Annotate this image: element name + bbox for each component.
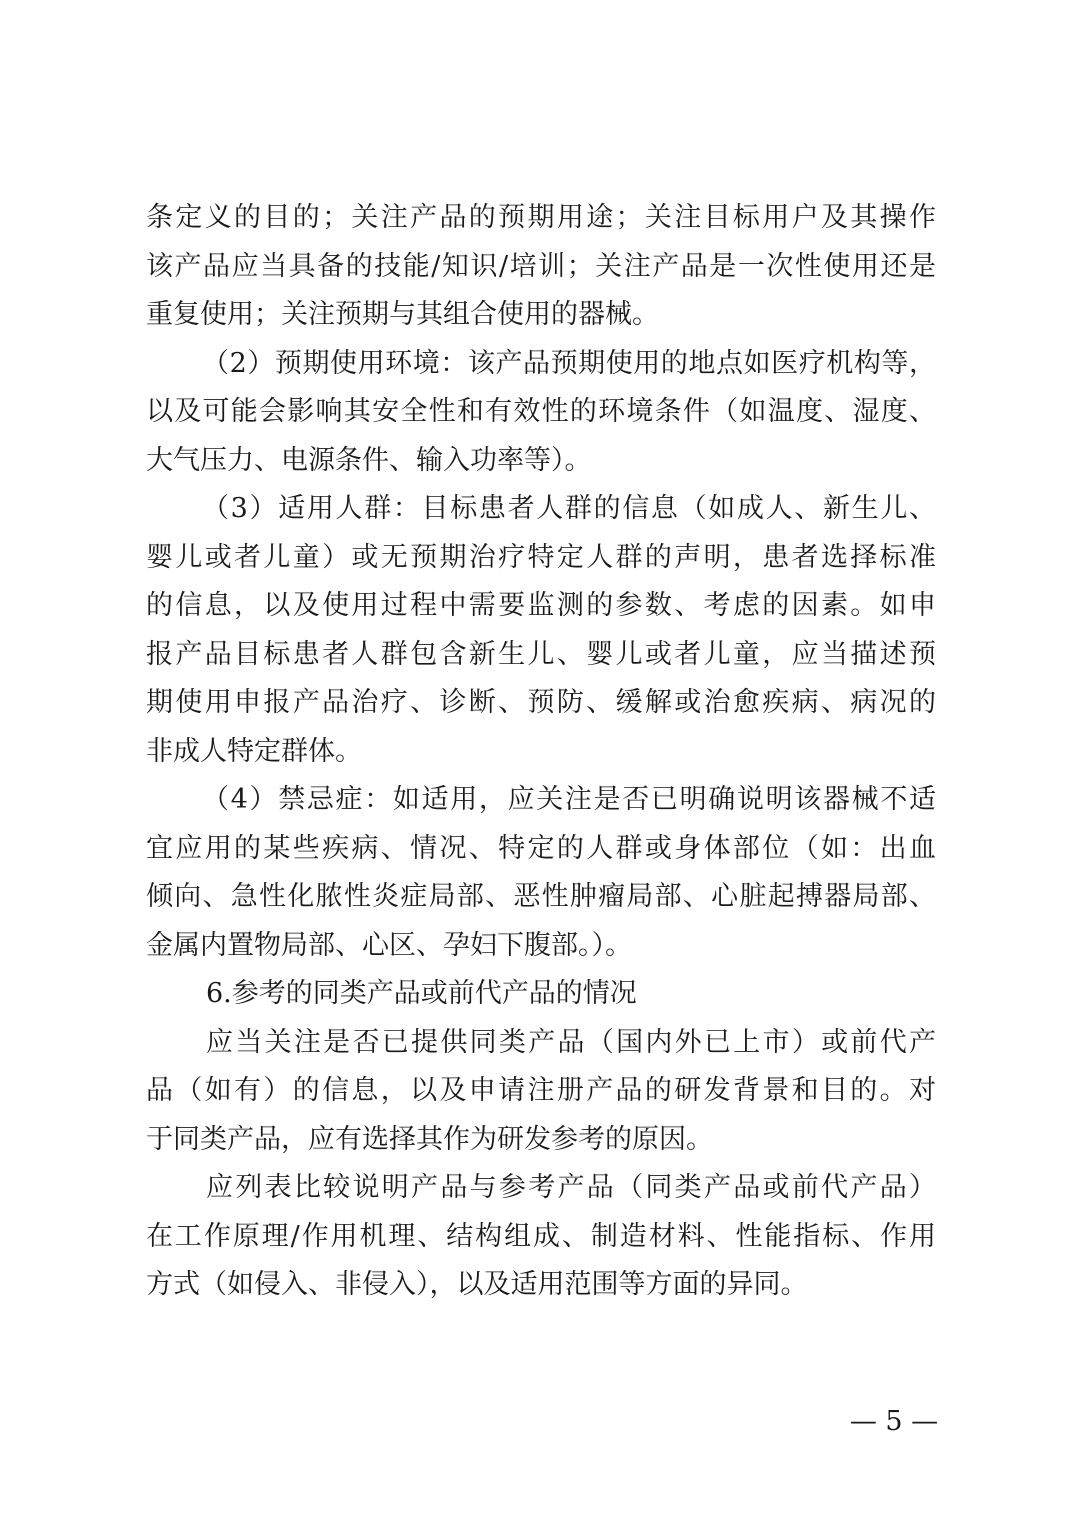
body-text xyxy=(146,194,936,1310)
text-line: 重复使用；关注预期与其组合使用的器械。 xyxy=(146,299,659,330)
text-line: （3）适用人群：目标患者人群的信息（如成人、新生儿、 xyxy=(202,493,936,524)
text-line: 倾向、急性化脓性炎症局部、恶性肿瘤局部、心脏起搏器局部、 xyxy=(146,881,936,912)
text-line: 大气压力、电源条件、输入功率等）。 xyxy=(146,444,592,476)
section-heading: 6.参考的同类产品或前代产品的情况 xyxy=(206,978,637,1009)
text-line: 宜应用的某些疾病、情况、特定的人群或身体部位（如：出血 xyxy=(146,832,936,864)
text-line: 于同类产品，应有选择其作为研发参考的原因。 xyxy=(146,1123,713,1155)
text-line: 金属内置物局部、心区、孕妇下腹部。）。 xyxy=(146,929,632,961)
text-line: 方式（如侵入、非侵入），以及适用范围等方面的异同。 xyxy=(146,1269,808,1300)
text-line: 应当关注是否已提供同类产品（国内外已上市）或前代产 xyxy=(206,1026,936,1058)
text-line: 报产品目标患者人群包含新生儿、婴儿或者儿童，应当描述预 xyxy=(146,638,936,670)
text-line: （2）预期使用环境：该产品预期使用的地点如医疗机构等， xyxy=(202,347,936,379)
text-line: 的信息，以及使用过程中需要监测的参数、考虑的因素。如申 xyxy=(146,590,936,621)
page-number: — 5 — xyxy=(849,1406,939,1437)
text-line: 品（如有）的信息，以及申请注册产品的研发背景和目的。对 xyxy=(146,1075,936,1106)
text-line: 应列表比较说明产品与参考产品（同类产品或前代产品） xyxy=(206,1172,936,1203)
text-line: （4）禁忌症：如适用，应关注是否已明确说明该器械不适 xyxy=(202,784,936,815)
text-line: 在工作原理/作用机理、结构组成、制造材料、性能指标、作用 xyxy=(146,1220,936,1252)
text-line: 条定义的目的；关注产品的预期用途；关注目标用户及其操作 xyxy=(146,202,936,233)
text-line: 期使用申报产品治疗、诊断、预防、缓解或治愈疾病、病况的 xyxy=(146,687,936,718)
text-line: 以及可能会影响其安全性和有效性的环境条件（如温度、湿度、 xyxy=(146,396,936,427)
text-line: 该产品应当具备的技能/知识/培训；关注产品是一次性使用还是 xyxy=(146,250,936,282)
text-line: 婴儿或者儿童）或无预期治疗特定人群的声明，患者选择标准 xyxy=(146,541,936,573)
text-line: 非成人特定群体。 xyxy=(146,735,362,767)
